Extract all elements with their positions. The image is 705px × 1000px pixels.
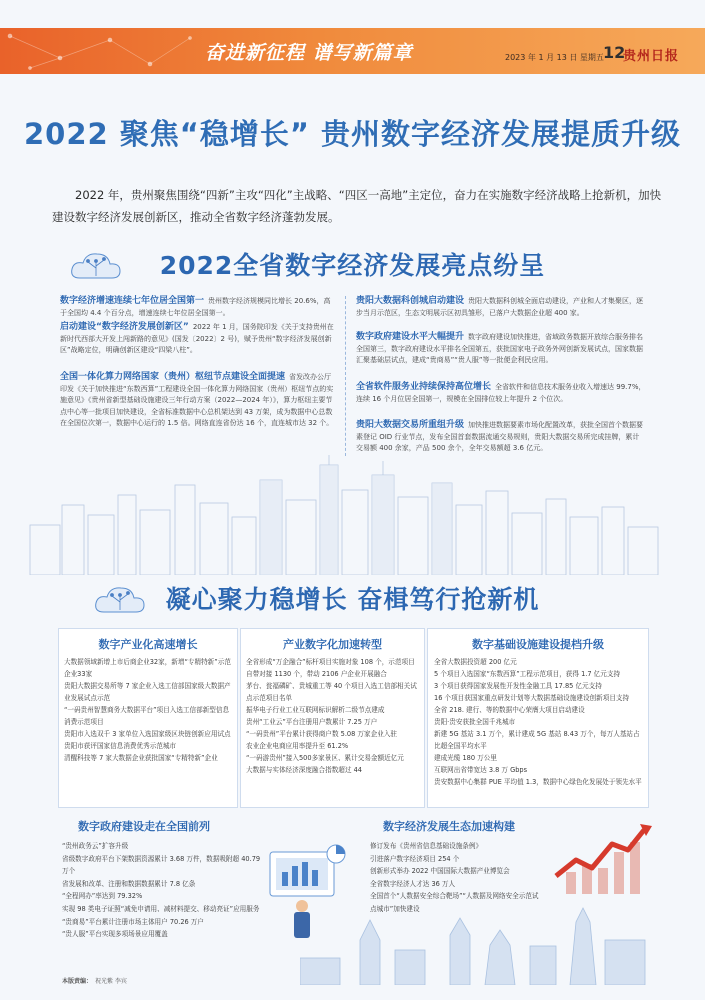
government-list [62, 840, 262, 941]
list-item: 3 个项目获得国家发展性开发性金融工具 17.85 亿元支持 [434, 682, 602, 690]
list-item: 全省数字经济人才达 36 万人 [370, 879, 456, 888]
highlight-heading: 启动建设“数字经济发展创新区” [60, 322, 189, 332]
list-item: 16 个项目获国家重点研发计划等大数据基础设施建设创新项目支持 [434, 694, 630, 702]
highlight-body: 省发改办公厅印发《关于加快推进“东数西算”工程建设全国一体化算力网络国家（贵州）枢纽节点的实施意见》《贵州省新型基础设施建设三年行动方案（2022—2024 年）》，算力枢纽主要节点中心等一批项目加快建设，全省标准数据中心总机架达到 43 万架，成为数据中心总数在全国位次第一，数据中心运行的 1.5 倍。网络直连省份达 16 个，直连城市达 32 个。 [60, 373, 334, 427]
highlight-heading: 全国一体化算力网络国家（贵州）枢纽节点建设全面提速 [60, 372, 286, 382]
list-item: 省级数字政府平台下架数据资源累计 3.68 万件，数据吸附超 40.79 万个 [62, 854, 261, 876]
lead-paragraph: 2022 年，贵州聚焦围绕“四新”主攻“四化”主战略、“四区一高地”主定位，奋力在实施数字经济战略上抢新机，加快建设数字经济发展创新区，推动全省数字经济蓬勃发展。 [52, 188, 662, 224]
list-item: 贵州“工业云”平台注册用户数累计 7.25 万户 [246, 718, 378, 726]
highlight-body: 加快推进数据要素市场化配置改革，获批全国首个数据要素登记 OID 行业节点，发布全国首套数据流通交易规则，贵阳大数据交易所完成挂牌，累计交易额 400 余家，产品 500 余个，全年交易额超 3.6 亿元。 [356, 421, 644, 452]
section-title-highlights: 2022全省数字经济发展亮点纷呈 [159, 251, 546, 280]
highlight-item [60, 296, 335, 319]
list-item: 全省 218. 建行、等的数据中心荣膺大项目启动建设 [434, 706, 585, 714]
highlight-body: 全省软件和信息技术服务业收入增速达 99.7%，连续 16 个月位居全国第一，规模在全国排位较上年提升 2 个位次。 [356, 383, 646, 403]
list-item: 全省大数据投资超 200 亿元 [434, 658, 517, 666]
list-item: 创新形式举办 2022 中国国际大数据产业博览会 [370, 867, 510, 876]
panel-title: 数字基础设施建设提档升级 [472, 638, 604, 651]
panel-list [434, 656, 646, 788]
page-headline: 2022 聚焦“稳增长” 贵州数字经济发展提质升级 [23, 117, 682, 151]
highlight-item [60, 372, 335, 430]
highlight-item [356, 296, 646, 319]
editor-names: 祝光紫 李宾 [95, 978, 127, 985]
growth-arrow-chart [548, 820, 658, 900]
list-item: “一码游贵州”接入500多家景区、累计交易金额近亿元 [246, 754, 404, 762]
panel-list [64, 656, 234, 764]
subsection-title-ecosystem: 数字经济发展生态加速构建 [383, 820, 515, 833]
list-item: 贵阳大数据交易所等 7 家企业入选工信部国家级大数据产业发展试点示范 [64, 682, 231, 702]
list-item: 清醒科技等 7 家大数据企业获批国家“专精特新”企业 [64, 754, 218, 762]
list-item: 贵阳·贵安获批全国千兆城市 [434, 718, 516, 726]
page-number: 12 [603, 43, 626, 62]
list-item: 全国首个“人数据安全综合靶场”“人数据及网络安全示范试点城市”加快建设 [370, 892, 539, 913]
editor-credit [62, 976, 127, 985]
issue-date: 2023 年 1 月 13 日 星期五 [505, 53, 604, 62]
list-item: 贵安数据中心集群 PUE 平均值 1.3，数据中心绿色化发展处于领先水平 [434, 778, 642, 786]
list-item: 贵阳市获评国家信息消费优秀示范城市 [64, 742, 177, 750]
editor-label: 本版责编： [62, 978, 93, 985]
highlight-item [356, 382, 646, 405]
list-item: “一码贵州智慧商务大数据平台”项目入选工信部新型信息消费示范项目 [64, 706, 230, 726]
column-divider [345, 296, 346, 456]
list-item: 省发展和改革、注册和数据数据累计 7.8 亿条 [62, 879, 196, 888]
list-item: “贵商易”平台累计注册市场主体用户 70.26 万户 [62, 917, 204, 926]
highlight-body: 数字政府建设加快推进，省域政务数据开放综合服务排名全国第三，数字政府建设水平排名全国第五，获批国家电子政务外网创新发展试点，国家数据汇聚基础层试点，建成“贵商易”“贵人服”等一批便企利民应用。 [356, 333, 644, 364]
list-item: 新建 5G 基站 3.1 万个，累计建成 5G 基站 8.43 万个，每万人基站占比超全国平均水平 [434, 730, 640, 750]
list-item: 5 个项目入选国家“东数西算”工程示范项目，获得 1.7 亿元支持 [434, 670, 621, 678]
newspaper-logo: 贵州日报 [623, 49, 680, 64]
section-title-growth: 凝心聚力稳增长 奋楫笃行抢新机 [165, 585, 540, 614]
list-item: 实现 98 类电子证照“减免申请用、减材料提交、移动亮证”应用服务 [62, 904, 260, 913]
highlight-heading: 全省软件服务业持续保持高位增长 [356, 382, 492, 392]
highlight-body: 2022 年 1 月，国务院印发《关于支持贵州在新时代西部大开发上闯新路的意见》(国发〔2022〕2 号)，赋予贵州“数字经济发展创新区”战略定位，明确创新区建设“四梁八柱”。 [60, 323, 334, 354]
panel-title: 数字产业化高速增长 [98, 638, 198, 651]
banner-slogan: 奋进新征程 谱写新篇章 [205, 42, 413, 64]
list-item: 引进落户数字经济项目 254 个 [370, 854, 460, 863]
list-item: 茅台、瓮福磷矿、贵城重工等 40 个项目入选工信部相关试点示范项目名单 [246, 682, 417, 702]
city-skyline [0, 455, 705, 575]
list-item: 全省形成“万企融合”标杆项目实施对象 108 个，示范项目自带对接 1130 个，带动 2106 户企业开展融合 [246, 658, 415, 678]
list-item: “全程网办”率达到 79.32% [62, 892, 143, 901]
list-item: 大数据与实体经济深度融合指数超过 44 [246, 766, 362, 774]
highlight-heading: 数字政府建设水平大幅提升 [356, 332, 465, 342]
highlight-item [60, 322, 335, 357]
list-item: “贵州政务云”扩容升级 [62, 842, 129, 850]
highlight-heading: 数字经济增速连续七年位居全国第一 [60, 296, 205, 306]
highlight-heading: 贵阳大数据交易所重组升级 [356, 420, 465, 430]
panel-title: 产业数字化加速转型 [283, 638, 382, 651]
list-item: 振华电子行业工业互联网标识解析二级节点建成 [246, 706, 385, 714]
tower-skyline-illustration [300, 900, 660, 985]
highlight-body: 贵州数字经济规模同比增长 20.6%，高于全国均 4.4 个百分点，增速连续七年位居全国第一。 [60, 297, 331, 317]
subsection-title-digital-government: 数字政府建设走在全国前列 [78, 820, 210, 833]
list-item: “一码贵州”平台累计获得商户数 5.08 万家企业入驻 [246, 730, 397, 738]
highlight-heading: 贵阳大数据科创城启动建设 [356, 296, 465, 306]
list-item: 贵阳市入选双千 3 家单位入选国家级区块链创新应用试点 [64, 730, 231, 738]
highlight-body: 贵阳大数据科创城全面启动建设，产业和人才集聚区，逐步当月示范区，生态文明展示区初具雏形，已落户大数据企业超 400 家。 [356, 297, 644, 317]
list-item: 农业企业电商应用率提升至 61.2% [246, 742, 349, 750]
list-item: 互联网出省带宽达 3.8 万 Gbps [434, 766, 528, 774]
highlight-item [356, 420, 646, 455]
list-item: 大数据领域新增上市后商企业32家，新增“专精特新”示范企业33家 [64, 658, 231, 678]
list-item: 修订发布《贵州省信息基础设施条例》 [370, 842, 483, 850]
masthead-banner [0, 28, 705, 74]
highlight-item [356, 332, 646, 367]
list-item: 建成光缆 180 万公里 [434, 754, 497, 762]
panel-list [246, 656, 421, 776]
list-item: “贵人服”平台实现多项场景应用覆盖 [62, 930, 168, 939]
